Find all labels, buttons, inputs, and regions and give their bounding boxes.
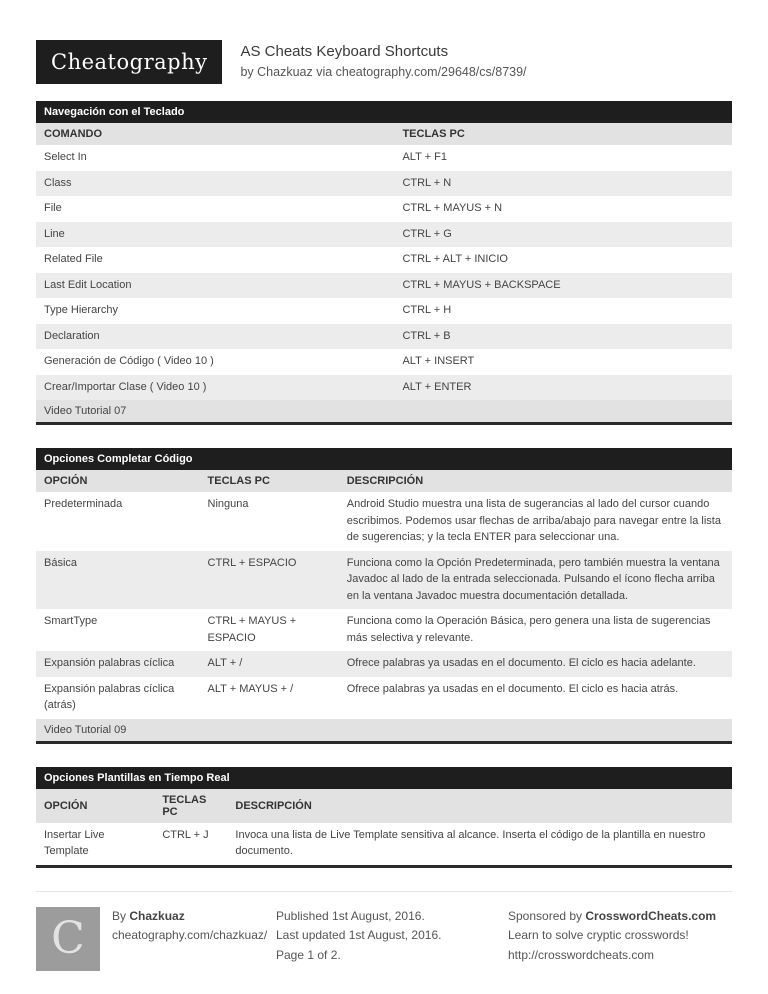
table-cell: Android Studio muestra una lista de sugerancias al lado del cursor cuando escribimos. Podemos usar flechas de arriba/abajo para navegar entre la lista de sugerencias; y la tecla ENTER para seleccionar una. <box>339 492 732 551</box>
table-cell: CTRL + B <box>394 324 732 350</box>
footer-sponsor-col <box>508 907 732 966</box>
table-row <box>36 551 732 610</box>
table-cell: Invoca una lista de Live Template sensitiva al alcance. Inserta el código de la plantilla en nuestro documento. <box>227 823 732 865</box>
table-row <box>36 677 732 719</box>
table-cell: Expansión palabras cíclica (atrás) <box>36 677 200 719</box>
table-row <box>36 222 732 248</box>
table-row <box>36 298 732 324</box>
byline-link[interactable]: cheatography.com/29648/cs/8739/ <box>335 65 527 79</box>
title-block <box>240 40 526 79</box>
table-cell: ALT + ENTER <box>394 375 732 401</box>
tables-container <box>36 101 732 868</box>
author-avatar[interactable]: C <box>36 907 100 971</box>
table-cell: Funciona como la Opción Predeterminada, pero también muestra la ventana Javadoc al lado de la entrada seleccionada. Pulsando el ícono flecha arriba en la ventana Javadoc muestra documentación detallada. <box>339 551 732 610</box>
sponsor-link[interactable]: http://crosswordcheats.com <box>508 948 655 963</box>
by-label: By <box>112 908 130 923</box>
table-section-1 <box>36 448 732 744</box>
table-row <box>36 823 732 865</box>
table-footer-note: Video Tutorial 09 <box>36 719 732 741</box>
table-cell: ALT + MAYUS + / <box>200 677 339 719</box>
table-cell: Básica <box>36 551 200 610</box>
table-row <box>36 492 732 551</box>
table-cell: CTRL + G <box>394 222 732 248</box>
column-header-row <box>36 789 732 823</box>
table-cell: Line <box>36 222 394 248</box>
table-row <box>36 375 732 401</box>
column-header: OPCIÓN <box>36 789 154 823</box>
table-row <box>36 324 732 350</box>
table <box>36 789 732 865</box>
column-header: TECLAS PC <box>394 123 732 145</box>
table-cell: CTRL + H <box>394 298 732 324</box>
sponsor-label: Sponsored by <box>508 908 586 923</box>
column-header-row <box>36 123 732 145</box>
table-row <box>36 171 732 197</box>
table-cell: Insertar Live Template <box>36 823 154 865</box>
column-header: TECLAS PC <box>154 789 227 823</box>
table-section-2 <box>36 767 732 868</box>
column-header: COMANDO <box>36 123 394 145</box>
table-cell: Type Hierarchy <box>36 298 394 324</box>
table-cell: SmartType <box>36 609 200 651</box>
table-cell: ALT + INSERT <box>394 349 732 375</box>
footer-author-col <box>112 907 276 947</box>
page-footer <box>36 891 732 971</box>
table-cell: Declaration <box>36 324 394 350</box>
table-row <box>36 247 732 273</box>
table-cell: Funciona como la Operación Básica, pero genera una lista de sugerencias más selectiva y relevante. <box>339 609 732 651</box>
column-header: TECLAS PC <box>200 470 339 492</box>
table-cell: Ofrece palabras ya usadas en el documento. El ciclo es hacia atrás. <box>339 677 732 719</box>
footer-author-line <box>112 907 276 927</box>
table-row <box>36 651 732 677</box>
footer-meta-col <box>276 907 508 966</box>
table <box>36 123 732 400</box>
table-footer-note: Video Tutorial 07 <box>36 400 732 422</box>
column-header-row <box>36 470 732 492</box>
table-cell: ALT + / <box>200 651 339 677</box>
table-cell: Class <box>36 171 394 197</box>
table-cell: CTRL + ESPACIO <box>200 551 339 610</box>
table-cell: CTRL + J <box>154 823 227 865</box>
published-date: Published 1st August, 2016. <box>276 908 425 923</box>
table-cell: Last Edit Location <box>36 273 394 299</box>
table-cell: CTRL + MAYUS + BACKSPACE <box>394 273 732 299</box>
sponsor-name[interactable]: CrosswordCheats.com <box>585 908 717 923</box>
table-title-bar: Opciones Completar Código <box>36 448 732 470</box>
updated-date: Last updated 1st August, 2016. <box>276 928 442 943</box>
byline <box>240 65 526 79</box>
author-name[interactable]: Chazkuaz <box>129 908 185 923</box>
cheatography-logo[interactable]: Cheatography <box>36 40 222 84</box>
table-row <box>36 349 732 375</box>
page-number: Page 1 of 2. <box>276 948 341 963</box>
table-cell: Generación de Código ( Video 10 ) <box>36 349 394 375</box>
table-cell: ALT + F1 <box>394 145 732 171</box>
table-cell: CTRL + ALT + INICIO <box>394 247 732 273</box>
table-cell: Predeterminada <box>36 492 200 551</box>
sponsor-tagline: Learn to solve cryptic crosswords! <box>508 928 689 943</box>
byline-prefix: by Chazkuaz via <box>240 65 336 79</box>
table-cell: CTRL + N <box>394 171 732 197</box>
table-title-bar: Navegación con el Teclado <box>36 101 732 123</box>
table-section-0 <box>36 101 732 425</box>
table-row <box>36 145 732 171</box>
table-cell: CTRL + MAYUS + N <box>394 196 732 222</box>
table-cell: Related File <box>36 247 394 273</box>
table-cell: File <box>36 196 394 222</box>
column-header: OPCIÓN <box>36 470 200 492</box>
table-cell: Select In <box>36 145 394 171</box>
table-cell: Crear/Importar Clase ( Video 10 ) <box>36 375 394 401</box>
table <box>36 470 732 719</box>
column-header: DESCRIPCIÓN <box>339 470 732 492</box>
table-row <box>36 196 732 222</box>
table-cell: Ninguna <box>200 492 339 551</box>
table-title-bar: Opciones Plantillas en Tiempo Real <box>36 767 732 789</box>
table-cell: Ofrece palabras ya usadas en el documento. El ciclo es hacia adelante. <box>339 651 732 677</box>
column-header: DESCRIPCIÓN <box>227 789 732 823</box>
table-row <box>36 273 732 299</box>
table-cell: Expansión palabras cíclica <box>36 651 200 677</box>
author-profile-link[interactable]: cheatography.com/chazkuaz/ <box>112 928 268 943</box>
page-title: AS Cheats Keyboard Shortcuts <box>240 43 449 60</box>
table-row <box>36 609 732 651</box>
table-cell: CTRL + MAYUS + ESPACIO <box>200 609 339 651</box>
header <box>36 40 732 84</box>
sponsor-line <box>508 907 732 927</box>
